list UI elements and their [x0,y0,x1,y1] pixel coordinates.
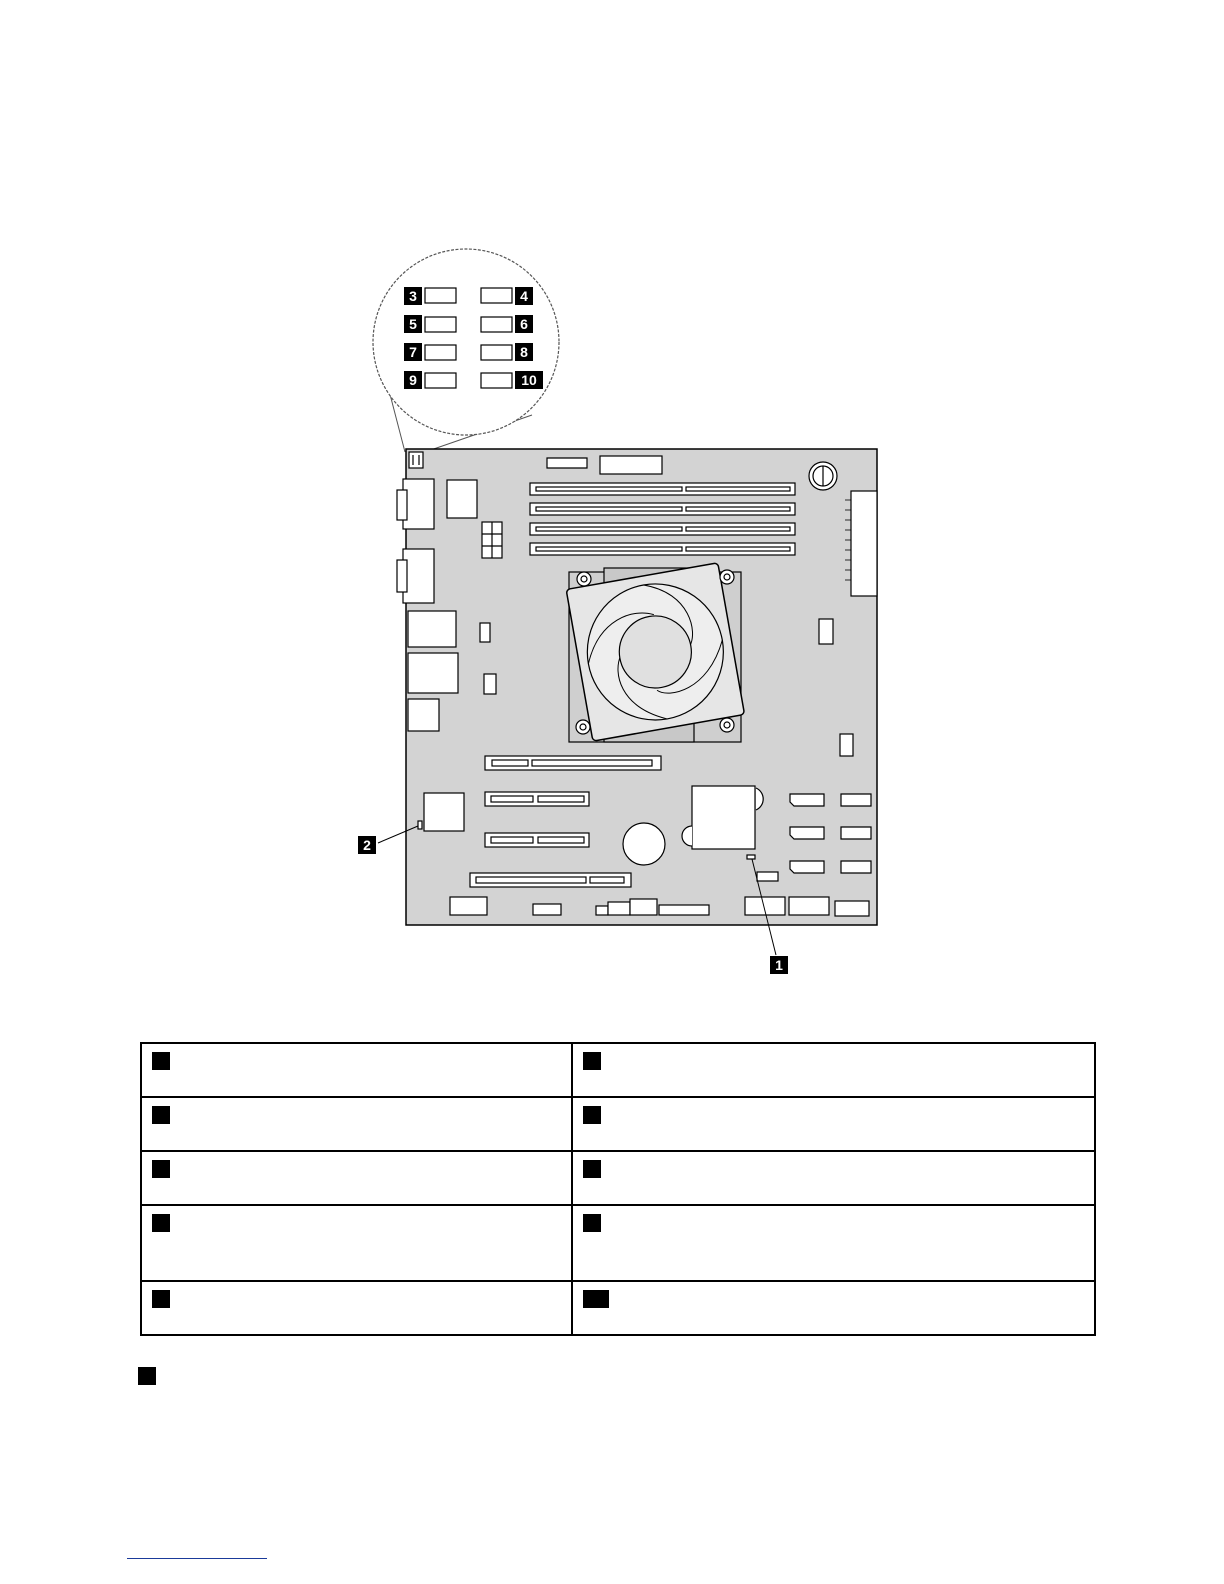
component-legend-table [140,1042,1096,1336]
callout-7-label: 7 [409,344,417,360]
system-board [397,449,877,925]
callout-5-label: 5 [409,316,417,332]
callout-badge [583,1052,601,1070]
cpu-fan [566,563,744,742]
jumper-header [409,452,423,468]
power-connector [851,491,877,596]
table-row [141,1043,1095,1097]
table-row [141,1205,1095,1281]
callout-6-label: 6 [520,316,528,332]
legend-cell [572,1151,1095,1205]
serial-connector [403,479,434,529]
callout-badge [583,1106,601,1124]
note [138,1367,156,1385]
callout-1-label: 1 [775,957,783,973]
callout-8-label: 8 [520,344,528,360]
legend-cell [572,1205,1095,1281]
legend-cell [141,1097,572,1151]
legend-cell [141,1043,572,1097]
table-row [141,1151,1095,1205]
callout-3 [404,287,422,305]
callout-3-label: 3 [409,288,417,304]
legend-cell [572,1043,1095,1097]
callout-badge [583,1214,601,1232]
callout-5 [404,315,422,333]
callout-10 [515,371,543,389]
callout-9 [404,371,422,389]
table-row [141,1097,1095,1151]
legend-cell [572,1281,1095,1335]
callout-4 [515,287,533,305]
callout-2 [358,836,376,854]
callout-badge [152,1106,170,1124]
callout-4-label: 4 [520,288,528,304]
callout-2-label: 2 [363,837,371,853]
callout-7 [404,343,422,361]
legend-cell [572,1097,1095,1151]
legend-cell [141,1205,572,1281]
callout-badge [152,1052,170,1070]
callout-1 [770,956,788,974]
note-callout-badge [138,1367,156,1385]
callout-10-label: 10 [521,372,537,388]
callout-badge [152,1214,170,1232]
callout-badge [152,1160,170,1178]
callout-8 [515,343,533,361]
legend-cell [141,1281,572,1335]
footnote-rule [127,1558,267,1559]
table-row [141,1281,1095,1335]
vga-connector [403,549,434,603]
callout-badge [583,1160,601,1178]
callout-6 [515,315,533,333]
callout-9-label: 9 [409,372,417,388]
callout-badge [583,1290,609,1308]
legend-cell [141,1151,572,1205]
callout-badge [152,1290,170,1308]
